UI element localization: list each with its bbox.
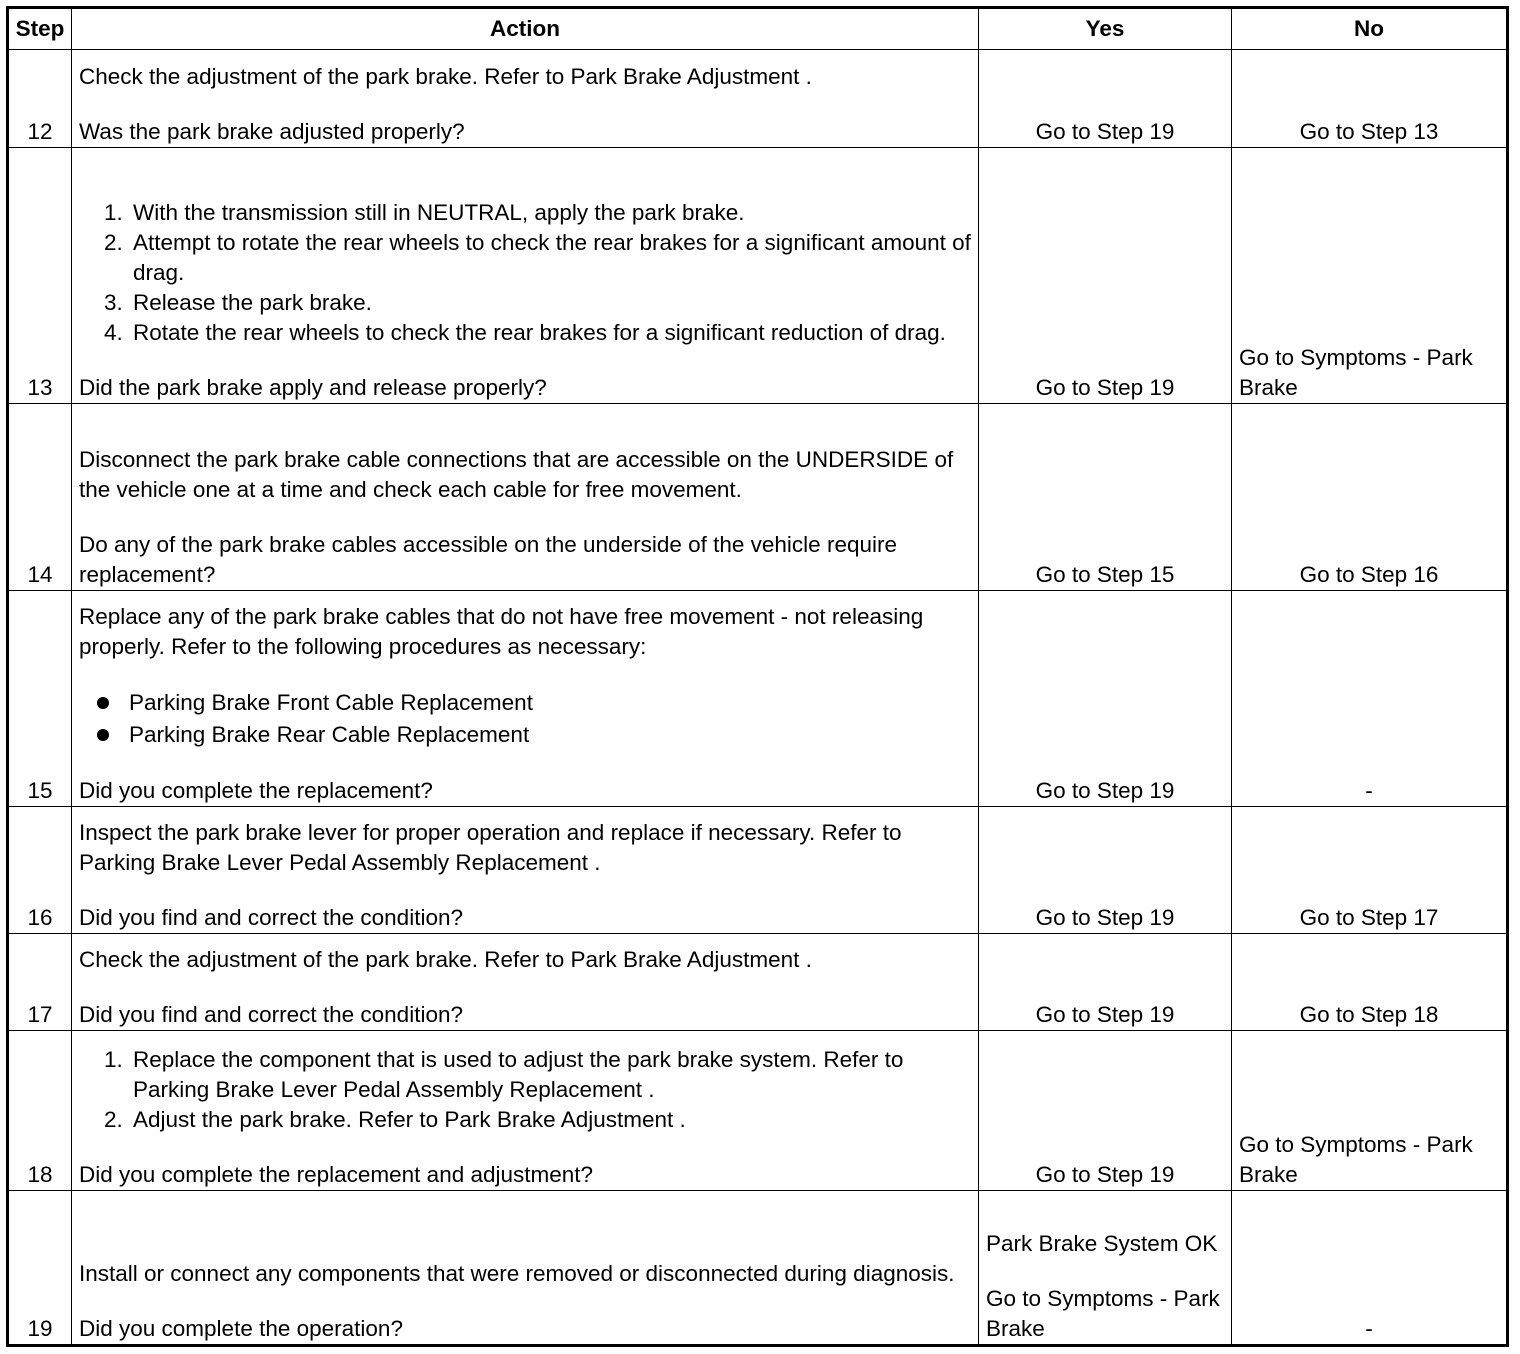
list-item: 1. Replace the component that is used to adjust the park brake system. Refer to Parking Brake Lever Pedal Assembly Replacement . (129, 1045, 971, 1105)
action-question: Was the park brake adjusted properly? (79, 119, 465, 144)
yes-cell: Go to Step 19 (979, 50, 1232, 148)
step-number: 17 (8, 934, 72, 1031)
action-text: Disconnect the park brake cable connections that are accessible on the UNDERSIDE of the vehicle one at a time and check each cable for free movement. (79, 447, 954, 502)
table-row (8, 934, 1508, 1031)
table-row (8, 404, 1508, 591)
no-cell: Go to Step 16 (1232, 404, 1508, 591)
table-row (8, 591, 1508, 807)
list-item: 2. Attempt to rotate the rear wheels to check the rear brakes for a significant amount of drag. (129, 228, 971, 288)
header-action: Action (72, 8, 979, 50)
action-cell (72, 148, 979, 404)
yes-cell: Go to Step 19 (979, 591, 1232, 807)
action-cell (72, 1191, 979, 1346)
action-cell (72, 591, 979, 807)
table-row (8, 807, 1508, 934)
action-cell (72, 50, 979, 148)
action-text: Check the adjustment of the park brake. Refer to Park Brake Adjustment . (79, 64, 812, 89)
no-cell: - (1232, 1191, 1508, 1346)
procedure-list (79, 687, 971, 751)
diagnostic-table (6, 6, 1509, 1347)
header-step: Step (8, 8, 72, 50)
list-item: 3. Release the park brake. (129, 288, 971, 318)
step-number: 16 (8, 807, 72, 934)
step-number: 18 (8, 1031, 72, 1191)
no-cell: Go to Symptoms - Park Brake (1232, 148, 1508, 404)
yes-cell: Go to Step 19 (979, 807, 1232, 934)
action-question: Did the park brake apply and release properly? (79, 375, 547, 400)
action-steps (79, 1045, 971, 1135)
action-text: Inspect the park brake lever for proper operation and replace if necessary. Refer to Parking Brake Lever Pedal Assembly Replacement . (79, 820, 902, 875)
table-row (8, 1031, 1508, 1191)
no-cell: Go to Step 17 (1232, 807, 1508, 934)
action-text: Check the adjustment of the park brake. Refer to Park Brake Adjustment . (79, 947, 812, 972)
no-cell: Go to Step 13 (1232, 50, 1508, 148)
header-row (8, 8, 1508, 50)
list-item: 1. With the transmission still in NEUTRAL, apply the park brake. (129, 198, 971, 228)
step-number: 19 (8, 1191, 72, 1346)
step-number: 13 (8, 148, 72, 404)
action-question: Did you complete the replacement? (79, 778, 433, 803)
list-item: Parking Brake Front Cable Replacement (129, 687, 971, 719)
action-cell (72, 404, 979, 591)
action-question: Do any of the park brake cables accessible on the underside of the vehicle require replacement? (79, 532, 897, 587)
header-yes: Yes (979, 8, 1232, 50)
yes-cell: Go to Step 15 (979, 404, 1232, 591)
action-text: Replace any of the park brake cables that do not have free movement - not releasing properly. Refer to the following procedures as necessary: (79, 604, 924, 659)
step-number: 14 (8, 404, 72, 591)
action-cell (72, 1031, 979, 1191)
yes-result: Go to Symptoms - Park Brake (986, 1286, 1220, 1341)
table-row (8, 148, 1508, 404)
yes-cell: Go to Step 19 (979, 934, 1232, 1031)
action-question: Did you complete the operation? (79, 1316, 403, 1341)
table-row (8, 50, 1508, 148)
action-cell (72, 934, 979, 1031)
action-question: Did you find and correct the condition? (79, 1002, 463, 1027)
no-cell: Go to Step 18 (1232, 934, 1508, 1031)
yes-cell (979, 1191, 1232, 1346)
step-number: 15 (8, 591, 72, 807)
action-question: Did you find and correct the condition? (79, 905, 463, 930)
action-question: Did you complete the replacement and adjustment? (79, 1162, 594, 1187)
yes-cell: Go to Step 19 (979, 148, 1232, 404)
no-cell: - (1232, 591, 1508, 807)
yes-result: Park Brake System OK (986, 1231, 1218, 1256)
list-item: 2. Adjust the park brake. Refer to Park Brake Adjustment . (129, 1105, 971, 1135)
yes-cell: Go to Step 19 (979, 1031, 1232, 1191)
action-cell (72, 807, 979, 934)
action-steps (79, 198, 971, 348)
action-text: Install or connect any components that were removed or disconnected during diagnosis. (79, 1261, 955, 1286)
header-no: No (1232, 8, 1508, 50)
list-item: Parking Brake Rear Cable Replacement (129, 719, 971, 751)
table-row (8, 1191, 1508, 1346)
list-item: 4. Rotate the rear wheels to check the rear brakes for a significant reduction of drag. (129, 318, 971, 348)
step-number: 12 (8, 50, 72, 148)
no-cell: Go to Symptoms - Park Brake (1232, 1031, 1508, 1191)
